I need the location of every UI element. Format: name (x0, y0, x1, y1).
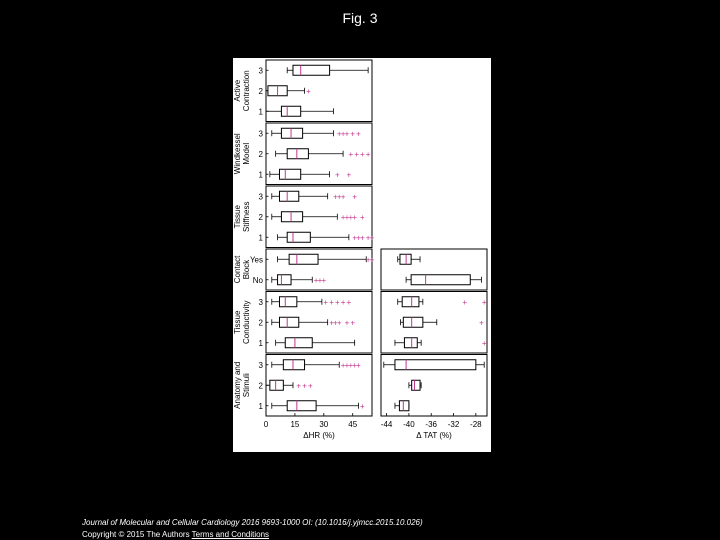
group-tissue-stiffness-row-2-left-box (281, 212, 302, 222)
group-windkessel-model-row-3-left-outlier: + (350, 129, 356, 139)
group-tissue-stiffness-row-1-left-outlier: + (369, 233, 375, 243)
group-tissue-stiffness-row-2-left-outlier: + (344, 212, 350, 222)
right-x-tick-label: -44 (380, 420, 393, 429)
group-windkessel-model-row-3-left-outlier: + (340, 129, 346, 139)
group-tissue-stiffness-row-1-tick-label: 1 (258, 233, 263, 243)
group-tissue-conductivity-row-3-left-outlier: + (334, 297, 340, 307)
group-contact-block-row-yes-right-box (400, 254, 411, 264)
boxplot-chart (233, 58, 491, 452)
group-tissue-conductivity-row-1-right-outlier: + (481, 338, 487, 348)
group-windkessel-model-row-1-tick-label: 1 (258, 170, 263, 180)
group-tissue-stiffness-row-1-left-outlier: + (356, 233, 361, 243)
group-anatomy-and-stimuli-row-2-left-outlier: + (302, 381, 307, 391)
group-windkessel-model-row-1-left-outlier: + (334, 170, 340, 180)
group-windkessel-model-row-2-left-outlier: + (360, 149, 365, 159)
group-tissue-conductivity-row-3-left-outlier: + (323, 297, 329, 307)
group-tissue-conductivity-row-2-left-box (279, 317, 298, 327)
group-windkessel-model-row-2-left-box (287, 149, 308, 159)
copyright-text: Copyright © 2015 The Authors (82, 530, 190, 539)
group-anatomy-and-stimuli-label: Stimuli (242, 373, 251, 398)
group-tissue-conductivity-row-2-right-outlier: + (479, 318, 484, 328)
group-contact-block-row-no-right-box (411, 275, 470, 285)
group-anatomy-and-stimuli-row-2-left-outlier: + (307, 381, 313, 391)
right-x-tick-label: -28 (470, 420, 482, 429)
group-active-contraction-label: Active (233, 79, 242, 102)
group-contact-block-label: Block (242, 259, 251, 280)
group-tissue-conductivity-row-1-tick-label: 1 (258, 338, 263, 348)
group-windkessel-model-row-3-left-outlier: + (336, 129, 342, 139)
group-windkessel-model-label: Model (242, 142, 251, 165)
group-tissue-conductivity-row-1-left-box (285, 338, 312, 348)
group-tissue-conductivity-row-2-left-outlier: + (336, 318, 342, 328)
right-x-axis-label: Δ TAT (%) (416, 431, 452, 440)
group-tissue-stiffness-row-3-left-outlier: + (333, 192, 338, 202)
terms-and-conditions-link[interactable]: Terms and Conditions (191, 530, 270, 539)
group-tissue-conductivity-row-2-left-outlier: + (344, 318, 350, 328)
slide-title: Fig. 3 (342, 10, 378, 26)
left-x-tick-label: 45 (348, 420, 358, 429)
group-anatomy-and-stimuli-row-1-tick-label: 1 (258, 401, 263, 411)
group-contact-block-row-yes-left-box (289, 254, 318, 264)
group-anatomy-and-stimuli-row-2-left-outlier: + (296, 381, 302, 391)
group-tissue-stiffness-row-1-left-outlier: + (365, 233, 371, 243)
group-contact-block-row-yes-left-outlier: + (369, 255, 375, 265)
group-anatomy-and-stimuli-row-3-tick-label: 3 (258, 360, 263, 370)
group-tissue-conductivity-row-2-right-box (403, 317, 423, 327)
copyright-line (82, 530, 269, 539)
group-windkessel-model-row-2-tick-label: 2 (258, 149, 263, 159)
group-anatomy-and-stimuli-row-3-left-outlier: + (356, 360, 361, 370)
group-tissue-stiffness-row-1-left-box (287, 232, 310, 242)
right-x-tick-label: -32 (447, 420, 460, 429)
group-anatomy-and-stimuli-row-1-left-box (287, 401, 316, 411)
group-active-contraction-row-3-left-box (293, 65, 330, 75)
group-tissue-stiffness-row-3-left-box (279, 191, 298, 201)
group-tissue-conductivity-label: Tissue (233, 310, 242, 334)
group-contact-block-row-yes-left-outlier: + (365, 255, 371, 265)
group-contact-block-row-no-left-outlier: + (317, 275, 323, 285)
group-anatomy-and-stimuli-row-2-right-box (412, 380, 420, 390)
group-windkessel-model-row-1-left-box (279, 169, 300, 179)
group-tissue-conductivity-row-3-right-outlier: + (481, 297, 487, 307)
group-windkessel-model-row-3-left-outlier: + (344, 129, 350, 139)
group-tissue-stiffness-label: Stiffness (242, 201, 251, 233)
group-anatomy-and-stimuli-row-3-left-outlier: + (352, 360, 357, 370)
group-tissue-conductivity-row-2-left-outlier: + (333, 318, 338, 328)
left-x-axis-label: ΔHR (%) (303, 431, 335, 440)
right-x-tick-label: -40 (403, 420, 415, 429)
left-x-tick-label: 30 (319, 420, 329, 429)
group-tissue-stiffness-row-2-tick-label: 2 (258, 212, 263, 222)
group-tissue-conductivity-row-2-left-outlier: + (329, 318, 334, 328)
group-active-contraction-row-2-tick-label: 2 (258, 86, 263, 96)
group-tissue-conductivity-row-3-left-outlier: + (346, 297, 352, 307)
group-windkessel-model-row-1-left-outlier: + (346, 170, 352, 180)
group-tissue-stiffness-row-2-left-outlier: + (340, 212, 346, 222)
group-tissue-stiffness-row-2-left-outlier: + (348, 212, 354, 222)
group-anatomy-and-stimuli-row-3-left-outlier: + (348, 360, 354, 370)
group-tissue-conductivity-row-2-left-outlier: + (350, 318, 356, 328)
group-tissue-conductivity-row-3-right-box (402, 297, 419, 307)
group-contact-block-row-no-tick-label: No (252, 275, 263, 285)
group-tissue-conductivity-row-3-tick-label: 3 (258, 297, 263, 307)
left-x-tick-label: 0 (263, 420, 269, 429)
group-active-contraction-row-1-tick-label: 1 (258, 107, 263, 117)
group-active-contraction-label: Contraction (242, 70, 251, 112)
group-contact-block-row-no-left-outlier: + (313, 275, 319, 285)
group-tissue-stiffness-row-3-left-outlier: + (336, 192, 342, 202)
group-tissue-conductivity-row-3-right-outlier: + (462, 297, 468, 307)
group-tissue-stiffness-row-3-tick-label: 3 (258, 192, 263, 202)
group-anatomy-and-stimuli-row-3-left-box (283, 360, 304, 370)
citation-text: Journal of Molecular and Cellular Cardiology 2016 9693-1000 OI: (10.1016/j.yjmcc.2015.10.026) (82, 518, 423, 527)
group-contact-block-row-yes-tick-label: Yes (249, 255, 263, 265)
group-anatomy-and-stimuli-row-3-right-box (395, 360, 476, 370)
group-anatomy-and-stimuli-row-2-left-box (270, 380, 283, 390)
group-anatomy-and-stimuli-row-3-left-outlier: + (344, 360, 350, 370)
group-active-contraction-row-2-left-outlier: + (306, 86, 311, 96)
group-windkessel-model-row-3-left-box (281, 128, 302, 138)
group-anatomy-and-stimuli-row-2-tick-label: 2 (258, 381, 263, 391)
group-tissue-conductivity-row-2-tick-label: 2 (258, 318, 263, 328)
group-tissue-conductivity-label: Conductivity (242, 300, 251, 345)
group-tissue-conductivity-row-3-left-outlier: + (329, 297, 334, 307)
group-tissue-conductivity-row-3-left-box (279, 297, 296, 307)
group-tissue-stiffness-row-2-left-outlier: + (360, 212, 365, 222)
group-tissue-conductivity-row-3-left-outlier: + (340, 297, 346, 307)
group-contact-block-row-no-left-box (278, 275, 291, 285)
group-tissue-stiffness-row-3-left-outlier: + (352, 192, 357, 202)
group-tissue-stiffness-row-2-left-outlier: + (352, 212, 357, 222)
group-tissue-stiffness-row-1-left-outlier: + (352, 233, 357, 243)
group-windkessel-model-row-3-tick-label: 3 (258, 129, 263, 139)
group-tissue-stiffness-row-3-left-outlier: + (340, 192, 346, 202)
group-windkessel-model-row-2-left-outlier: + (348, 149, 354, 159)
group-tissue-stiffness-row-1-left-outlier: + (360, 233, 365, 243)
group-windkessel-model-label: Windkessel (233, 133, 242, 175)
group-anatomy-and-stimuli-row-1-right-box (399, 401, 408, 411)
group-contact-block-label: Contact (233, 255, 242, 284)
group-anatomy-and-stimuli-row-1-left-outlier: + (360, 401, 365, 411)
group-active-contraction-row-3-tick-label: 3 (258, 66, 263, 76)
right-x-tick-label: -36 (425, 420, 437, 429)
left-x-tick-label: 15 (290, 420, 300, 429)
group-anatomy-and-stimuli-row-3-left-outlier: + (340, 360, 346, 370)
group-active-contraction-row-1-left-box (281, 106, 300, 116)
group-windkessel-model-row-3-left-outlier: + (356, 129, 361, 139)
group-tissue-stiffness-label: Tissue (233, 205, 242, 229)
group-windkessel-model-row-2-left-outlier: + (354, 149, 359, 159)
group-contact-block-row-no-left-outlier: + (321, 275, 327, 285)
group-tissue-conductivity-row-1-right-box (404, 338, 417, 348)
group-windkessel-model-row-2-left-outlier: + (365, 149, 371, 159)
group-anatomy-and-stimuli-label: Anatomy and (233, 361, 242, 409)
figure-panel (233, 58, 491, 452)
